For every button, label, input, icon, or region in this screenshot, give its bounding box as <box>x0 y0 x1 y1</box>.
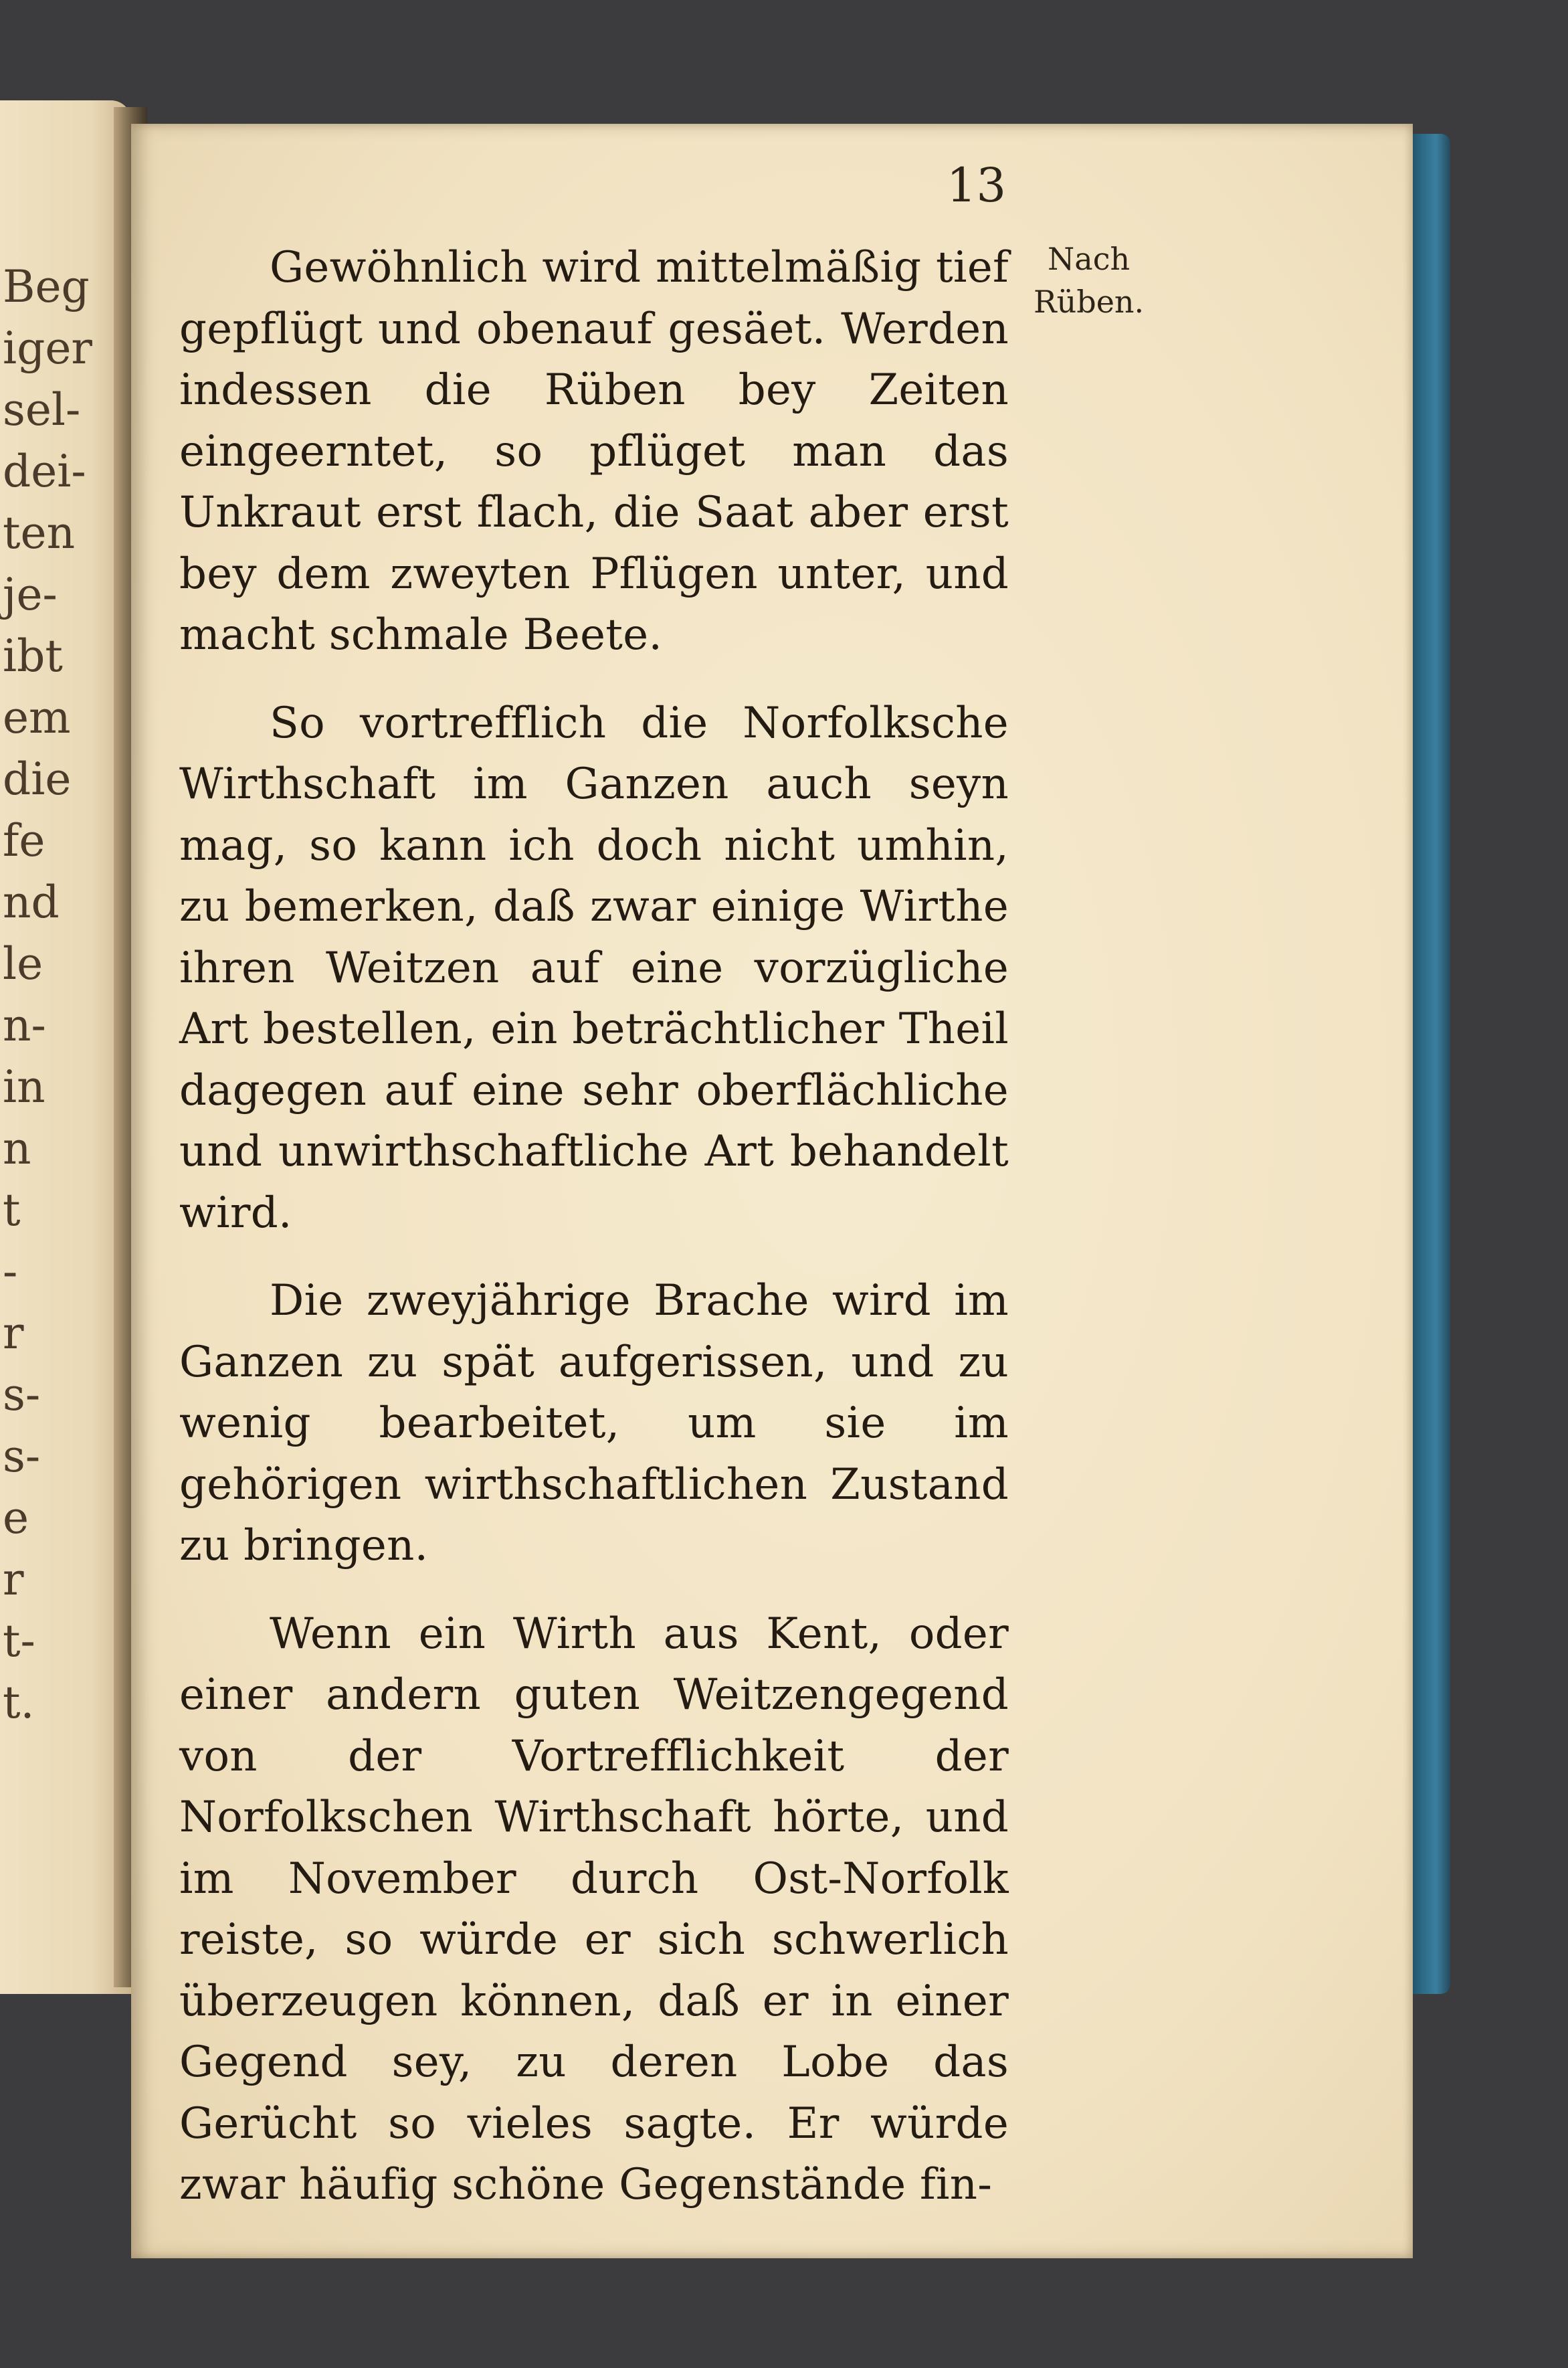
left-page-fragment: n <box>3 1123 31 1174</box>
left-page-fragment: iger <box>3 323 92 374</box>
left-page-fragment: r <box>3 1554 24 1605</box>
paragraph-2: So vortrefflich die Norfolksche Wirthschaft im Ganzen auch seyn mag, so kann ich doch nicht umhin, zu bemerken, daß zwar einige Wirthe ihren Weitzen auf eine vorzügliche Art bestellen, ein beträchtlicher Theil dagegen auf eine sehr oberflächliche und unwirthschaftliche Art behandelt wird. <box>179 698 1009 1238</box>
margin-note-line-2: Rüben. <box>1034 284 1145 320</box>
left-page-fragment: Beg <box>3 261 90 312</box>
left-page-fragment: ten <box>3 507 76 559</box>
body-text <box>179 238 1009 2216</box>
left-page-fragment: em <box>3 692 71 743</box>
left-page-fragment: ibt <box>3 630 63 682</box>
left-page-fragment: in <box>3 1061 45 1113</box>
left-page-fragment: fe <box>3 815 45 867</box>
margin-note-line-1: Nach <box>1048 241 1131 277</box>
left-page-fragment: e <box>3 1492 29 1544</box>
paragraph-1: Gewöhnlich wird mittelmäßig tief gepflügt und obenauf gesäet. Werden indessen die Rüben bey Zeiten eingeerntet, so pflüget man das Unkraut erst flach, die Saat aber erst bey dem zweyten Pflügen unter, und macht schmale Beete. <box>179 243 1009 660</box>
left-page-fragment: sel- <box>3 384 81 436</box>
left-page-fragment: n- <box>3 1000 46 1051</box>
left-page-edge <box>0 100 131 1994</box>
left-page-fragment: die <box>3 753 72 805</box>
margin-note <box>1034 238 1144 323</box>
left-page-fragment: le <box>3 938 43 990</box>
page-number: 13 <box>947 158 1007 213</box>
left-page-fragment: je- <box>3 569 58 620</box>
left-page-fragment: t <box>3 1184 21 1236</box>
paragraph-4: Wenn ein Wirth aus Kent, oder einer andern guten Weitzengegend von der Vortrefflichkeit der Norfolkschen Wirthschaft hörte, und im November durch Ost-Norfolk reiste, so würde er sich schwerlich überzeugen können, daß er in einer Gegend sey, zu deren Lobe das Gerücht so vieles sagte. Er würde zwar häufig schöne Gegenstände fin- <box>179 1609 1009 2209</box>
left-page-fragment: t. <box>3 1677 35 1728</box>
left-page-fragment: t- <box>3 1615 35 1667</box>
left-page-fragment: dei- <box>3 446 86 497</box>
left-page-fragment: s- <box>3 1431 41 1482</box>
left-page-fragment: nd <box>3 877 60 928</box>
left-page-fragment: s- <box>3 1369 41 1421</box>
left-page-fragment: - <box>3 1246 18 1297</box>
paragraph-3: Die zweyjährige Brache wird im Ganzen zu spät aufgerissen, und zu wenig bearbeitet, um sie im gehörigen wirthschaftlichen Zustand zu bringen. <box>179 1276 1009 1570</box>
left-page-fragment: r <box>3 1307 24 1359</box>
